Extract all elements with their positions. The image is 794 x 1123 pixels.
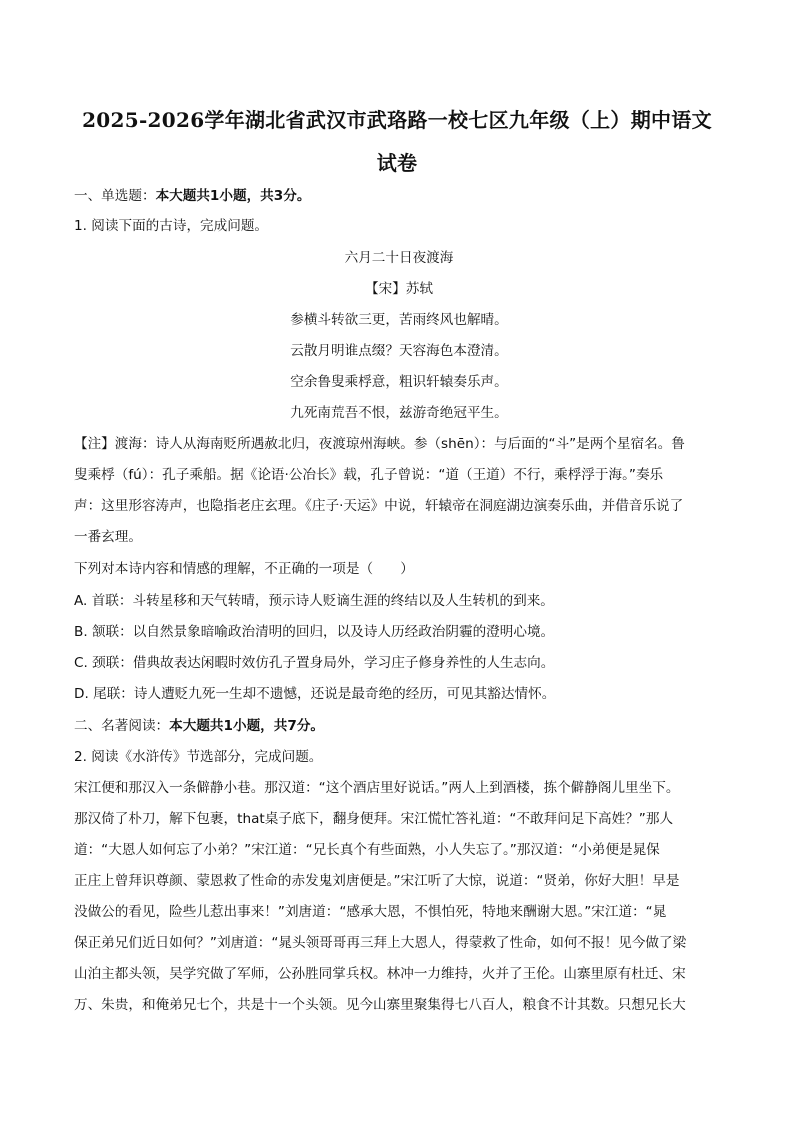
passage-line: 保正弟兄们近日如何？”刘唐道：“晁头领哥哥再三拜上大恩人，得蒙救了性命，如何不报！见今做了梁 [74, 935, 687, 951]
passage-line: 那汉倚了朴刀，解下包裹，that桌子底下，翻身便拜。宋江慌忙答礼道：“不敢拜问足下高姓？”那人 [74, 811, 674, 827]
poem-title: 六月二十日夜渡海 [344, 250, 454, 266]
question-1-stem: 下列对本诗内容和情感的理解，不正确的一项是（ ） [74, 561, 414, 577]
poem-line: 参横斗转欲三更，苦雨终风也解晴。 [290, 312, 508, 328]
exam-title-line-2: 试卷 [376, 151, 418, 175]
poem-note-line: 声：这里形容涛声，也隐指老庄玄理。《庄子·天运》中说，轩辕帝在洞庭湖边演奏乐曲，并借音乐说了 [74, 498, 684, 514]
poem-author: 【宋】苏轼 [365, 281, 433, 297]
poem-note-line: 【注】渡海：诗人从海南贬所遇赦北归，夜渡琼州海峡。参（shēn）：与后面的“斗”是两个星宿名。鲁 [74, 436, 685, 452]
section-2-heading-detail: 本大题共1小题，共7分。 [169, 718, 325, 734]
question-1-prompt: 1. 阅读下面的古诗，完成问题。 [74, 218, 269, 234]
option-a: A. 首联：斗转星移和天气转晴，预示诗人贬谪生涯的终结以及人生转机的到来。 [74, 593, 554, 609]
passage-line: 没做公的看见，险些儿惹出事来！”刘唐道：“感承大恩，不惧怕死，特地来酬谢大恩。”宋江道：“晁 [74, 904, 667, 920]
option-b: B. 颔联：以自然景象暗喻政治清明的回归，以及诗人历经政治阴霾的澄明心境。 [74, 624, 555, 640]
passage-line: 山泊主都头领，吴学究做了军师，公孙胜同掌兵权。林冲一力维持，火并了王伦。山寨里原有杜迁、宋 [74, 966, 686, 982]
poem-note-line: 一番玄理。 [74, 529, 142, 545]
passage-line: 正庄上曾拜识尊颜、蒙恩救了性命的赤发鬼刘唐便是。”宋江听了大惊，说道：“贤弟，你好大胆！早是 [74, 873, 680, 889]
exam-title-line-1: 2025-2026学年湖北省武汉市武珞路一校七区九年级（上）期中语文 [82, 108, 712, 132]
section-1-heading-prefix: 一、单选题： [74, 188, 156, 204]
passage-line: 万、朱贵，和俺弟兄七个，共是十一个头领。见今山寨里聚集得七八百人，粮食不计其数。只想兄长大 [74, 997, 686, 1013]
section-2-heading [74, 716, 724, 736]
poem-line: 空余鲁叟乘桴意，粗识轩辕奏乐声。 [290, 374, 508, 390]
passage-line: 宋江便和那汉入一条僻静小巷。那汉道：“这个酒店里好说话。”两人上到酒楼，拣个僻静阁儿里坐下。 [74, 780, 680, 796]
option-c: C. 颈联：借典故表达闲暇时效仿孔子置身局外，学习庄子修身养性的人生志向。 [74, 655, 555, 671]
poem-line: 九死南荒吾不恨，兹游奇绝冠平生。 [290, 405, 508, 421]
section-2-heading-prefix: 二、名著阅读： [74, 718, 170, 734]
poem-note-line: 叟乘桴（fú）：孔子乘船。据《论语·公冶长》载，孔子曾说：“道（王道）不行，乘桴浮于海。”奏乐 [74, 467, 664, 483]
section-1-heading [74, 186, 724, 206]
question-2-prompt: 2. 阅读《水浒传》节选部分，完成问题。 [74, 749, 323, 765]
passage-line: 道：“大恩人如何忘了小弟？”宋江道：“兄长真个有些面熟，小人失忘了。”那汉道：“小弟便是晁保 [74, 842, 660, 858]
option-d: D. 尾联：诗人遭贬九死一生却不遗憾，还说是最奇绝的经历，可见其豁达情怀。 [74, 686, 556, 702]
section-1-heading-detail: 本大题共1小题，共3分。 [155, 188, 311, 204]
poem-line: 云散月明谁点缀？天容海色本澄清。 [290, 343, 508, 359]
